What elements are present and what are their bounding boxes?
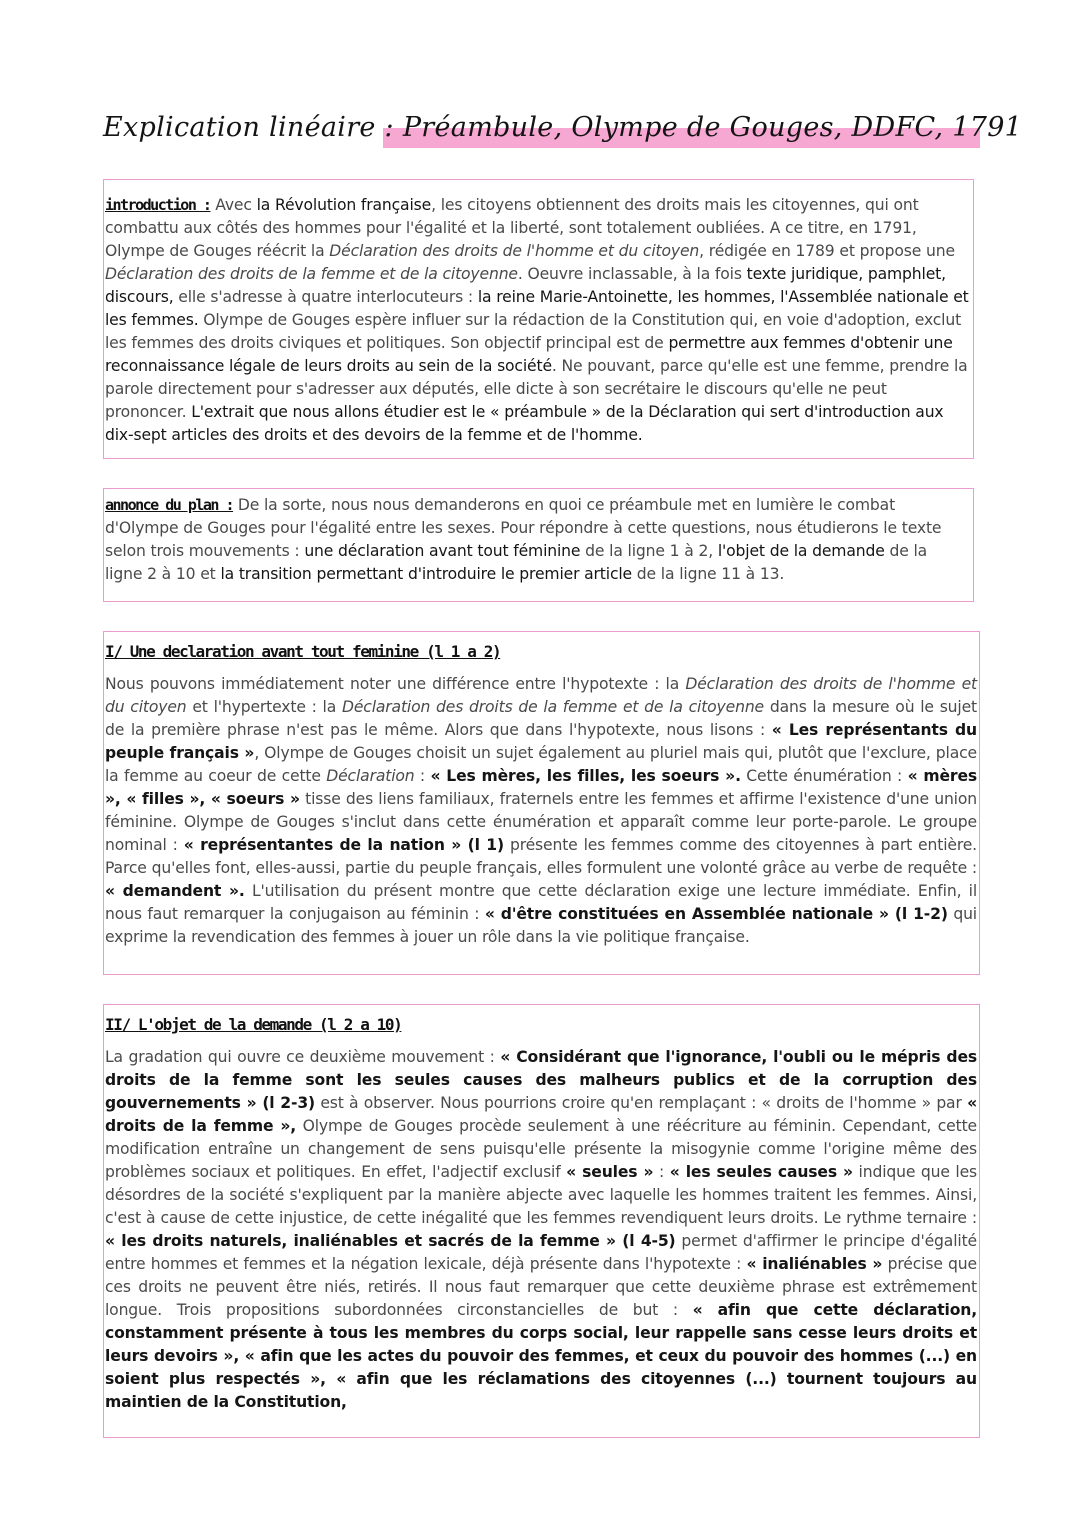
intro-highlight: texte juridique, pamphlet, discours, [105, 265, 946, 306]
part1-text: Nous pouvons immédiatement noter une différence entre l'hypotexte : la [105, 675, 686, 693]
page-title: Explication linéaire : Préambule, Olympe de Gouges, DDFC, 1791 [103, 112, 1023, 143]
part2-text: La gradation qui ouvre ce deuxième mouvement : [105, 1048, 501, 1066]
intro-label: introduction : [105, 196, 211, 214]
part1-paragraph [105, 673, 977, 949]
intro-text: , les citoyens obtiennent des droits mais les citoyennes, qui ont combattu aux côtés des hommes pour l'égalité et la liberté, sont totalement oubliées. A ce titre, en 1791, Olympe de Gouges réécrit la [105, 196, 919, 260]
part2-text: permet d'affirmer le principe d'égalité entre hommes et femmes et la négation lexicale, déjà présente dans l'hypotexte : [105, 1232, 977, 1273]
part2-quote: « afin que cette déclaration, constamment présente à tous les membres du corps social, leur rappelle sans cesse leurs droits et leurs devoirs », « afin que les actes du pouvoir des femmes, et ceux du pouvoir des hommes (...) en soient plus respectés », « afin que les réclamations des citoyennes (...) tournent toujours au maintien de la Constitution, [105, 1301, 977, 1411]
intro-highlight: L'extrait que nous allons étudier est le « préambule » de la Déclaration qui sert d'introduction aux dix-sept articles des droits et des devoirs de la femme et de l'homme. [105, 403, 944, 444]
intro-text: . Oeuvre inclassable, à la fois [517, 265, 747, 283]
part1-italic: Déclaration [326, 767, 415, 785]
intro-highlight: la Révolution française [256, 196, 432, 214]
intro-paragraph [105, 194, 969, 447]
part2-text: précise que ces droits ne peuvent être niés, retirés. Il nous faut remarquer que cette deuxième phrase est extrêmement longue. Trois propositions subordonnées circonstancielles de but : [105, 1255, 977, 1319]
title-header [103, 112, 1023, 156]
part1-text: L'utilisation du présent montre que cette déclaration exige une lecture immédiate. Enfin, il nous faut remarquer la conjugaison au féminin : [105, 882, 978, 923]
intro-text: Olympe de Gouges espère influer sur la rédaction de la Constitution qui, en voie d'adoption, exclut les femmes des droits civiques et politiques. Son objectif principal est de [105, 311, 962, 352]
plan-highlight: l'objet de la demande [717, 542, 885, 560]
part1-quote: « Les représentants du peuple français » [105, 721, 977, 762]
plan-text: de la ligne 1 à 2, [580, 542, 718, 560]
part2-text: indique que les désordres de la société s'expliquent par la manière abjecte avec laquelle les hommes traitent les femmes. Ainsi, c'est à cause de cette injustice, de cette inégalité que les femmes revendiquent leurs droits. Le rythme ternaire : [105, 1163, 978, 1227]
part1-text: dans la mesure où le sujet de la première phrase n'est pas le même. Alors que dans l'hypotexte, nous lisons : [105, 698, 977, 739]
plan-highlight: la transition permettant d'introduire le premier article [220, 565, 632, 583]
part2-quote: « les seules causes » [669, 1163, 853, 1181]
plan-paragraph [105, 494, 969, 586]
part1-text: , Olympe de Gouges choisit un sujet également au pluriel mais qui, plutôt que l'exclure, place la femme au coeur de cette [105, 744, 977, 785]
part1-quote: « Les mères, les filles, les soeurs ». [430, 767, 741, 785]
intro-italic: Déclaration des droits de la femme et de la citoyenne [105, 265, 518, 283]
plan-text: de la ligne 11 à 13. [632, 565, 785, 583]
part1-quote: « mères », « filles », « soeurs » [105, 767, 978, 808]
part1-quote: « représentantes de la nation » (l 1) [183, 836, 504, 854]
part1-text: Cette énumération : [740, 767, 908, 785]
plan-highlight: une déclaration avant tout féminine [304, 542, 581, 560]
part2-quote: « droits de la femme », [105, 1094, 977, 1135]
part1-text: et l'hypertexte : la [186, 698, 342, 716]
part2-text: : [653, 1163, 670, 1181]
part1-italic: Déclaration des droits de la femme et de la citoyenne [341, 698, 764, 716]
part2-heading: II/ L'objet de la demande (l 2 a 10) [105, 1015, 402, 1034]
plan-text: De la sorte, nous nous demanderons en quoi ce préambule met en lumière le combat d'Olympe de Gouges pour l'égalité entre les sexes. Pour répondre à cette questions, nous étudierons le texte selon trois mouvements : [105, 496, 942, 560]
intro-text: elle s'adresse à quatre interlocuteurs : [173, 288, 478, 306]
part1-italic: Déclaration des droits de l'homme et du citoyen [105, 675, 977, 716]
part1-text: présente les femmes comme des citoyennes à part entière. Parce qu'elles font, elles-aussi, partie du peuple français, elles formulent une volonté grâce au verbe de requête : [105, 836, 977, 877]
part2-quote: « les droits naturels, inaliénables et sacrés de la femme » (l 4-5) [105, 1232, 676, 1250]
plan-text: de la ligne 2 à 10 et [105, 542, 928, 583]
plan-label: annonce du plan : [105, 496, 234, 514]
intro-box [103, 179, 974, 459]
part1-text: : [414, 767, 431, 785]
intro-text: , rédigée en 1789 et propose une [699, 242, 955, 260]
part2-quote: « Considérant que l'ignorance, l'oubli ou le mépris des droits de la femme sont les seules causes des malheurs publics et de la corruption des gouvernements » (l 2-3) [105, 1048, 977, 1112]
part1-box [103, 631, 980, 975]
plan-box [103, 488, 974, 602]
part2-text: est à observer. Nous pourrions croire qu'en remplaçant : « droits de l'homme » par [315, 1094, 968, 1112]
intro-text: Avec [210, 196, 257, 214]
part1-quote: « d'être constituées en Assemblée nationale » (l 1-2) [484, 905, 948, 923]
intro-text: . Ne pouvant, parce qu'elle est une femme, prendre la parole directement pour s'adresser aux députés, elle dicte à son secrétaire le discours qu'elle ne peut prononcer. [105, 357, 968, 421]
part1-text: qui exprime la revendication des femmes à jouer un rôle dans la vie politique française. [105, 905, 977, 946]
part1-quote: « demandent ». [105, 882, 245, 900]
part2-quote: « seules » [566, 1163, 654, 1181]
intro-italic: Déclaration des droits de l'homme et du citoyen [329, 242, 700, 260]
intro-highlight: permettre aux femmes d'obtenir une reconnaissance légale de leurs droits au sein de la société [105, 334, 953, 375]
part2-quote: « inaliénables » [746, 1255, 883, 1273]
part1-text: tisse des liens familiaux, fraternels entre les femmes et affirme l'existence d'une union féminine. Olympe de Gouges s'inclut dans cette énumération et apparaît comme leur porte-parole. Le groupe nominal : [105, 790, 977, 854]
intro-highlight: la reine Marie-Antoinette, les hommes, l'Assemblée nationale et les femmes. [105, 288, 969, 329]
part2-text: Olympe de Gouges procède seulement à une réécriture au féminin. Cependant, cette modification entraîne un changement de sens puisqu'elle présente la misogynie comme l'origine même des problèmes sociaux et politiques. En effet, l'adjectif exclusif [105, 1117, 977, 1181]
part2-box [103, 1004, 980, 1438]
part1-heading: I/ Une declaration avant tout feminine (l 1 a 2) [105, 642, 501, 661]
part2-paragraph [105, 1046, 977, 1414]
